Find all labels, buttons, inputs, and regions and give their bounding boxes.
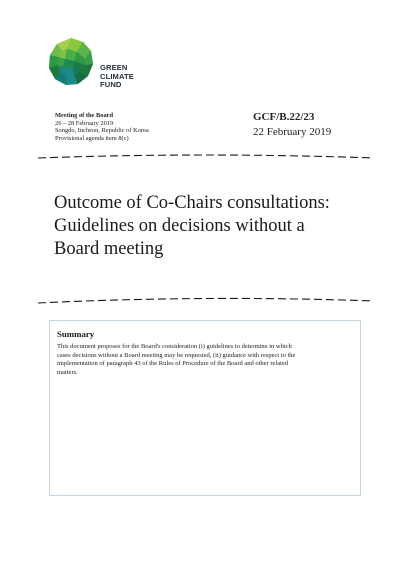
bottom-divider [38,295,374,305]
agenda-item: Provisional agenda item 8(c) [55,134,129,142]
summary-body [57,343,353,378]
logo-line-3: FUND [100,80,122,90]
document-date: 22 February 2019 [253,126,332,138]
summary-heading: Summary [57,329,95,339]
summary-box [49,320,361,496]
logo-line-2: CLIMATE [100,71,134,81]
summary-line-4: matters. [57,369,78,377]
summary-line-3: implementation of paragraph 43 of the Rules of Procedure of the Board and other related [57,360,289,368]
document-code: GCF/B.22/23 [253,111,315,123]
meeting-name: Meeting of the Board [55,112,114,119]
logo-line-1: GREEN [100,63,128,72]
gcf-logo [47,37,147,97]
title-line-2: Guidelines on decisions without a [54,216,305,236]
meeting-location: Songdo, Incheon, Republic of Korea [55,127,149,135]
globe-logo-icon [47,37,95,87]
title-line-3: Board meeting [54,239,164,259]
meeting-dates: 26 – 28 February 2019 [55,119,114,127]
title-line-1: Outcome of Co-Chairs consultations: [54,193,330,213]
summary-line-1: This document proposes for the Board's consideration (i) guidelines to determine in which [57,343,292,350]
document-reference [253,110,331,139]
logo-wordmark [100,64,134,90]
document-title [54,192,374,261]
meeting-info [55,112,149,142]
summary-line-2: cases decisions without a Board meeting may be requested, (ii) guidance with respect to the [57,351,296,359]
top-divider [38,152,374,162]
